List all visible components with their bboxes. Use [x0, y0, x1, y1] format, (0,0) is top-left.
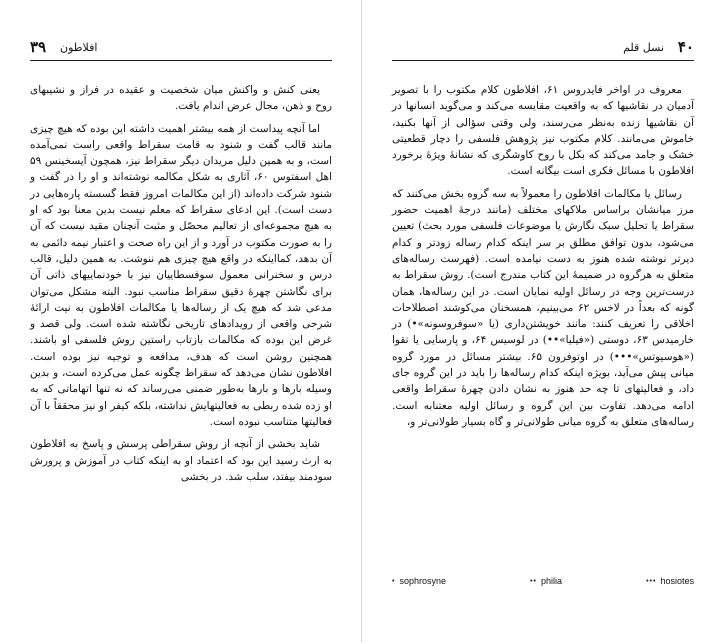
- right-running-head: [392, 38, 694, 61]
- left-body-text: [30, 82, 332, 485]
- left-paragraph: یعنی کنش و واکنش میان شخصیت و عقیده در فراز و نشیبهای روح و ذهن، مجال عرض اندام یافت.: [30, 84, 332, 113]
- footnote-term: sophrosyne: [399, 576, 446, 586]
- footnote-marker: •: [392, 577, 396, 585]
- left-paragraph: شاید بخشی از آنچه از روش سقراطی پرسش و پاسخ به افلاطون به ارث رسید این بود که اعتماد او به اینکه کتاب در آموزش و پرورش سودمند بیفتد، سلب شد. در بخشی: [30, 438, 332, 483]
- footnote-marker: •••: [646, 577, 657, 585]
- footnote-term: hosiotes: [660, 576, 694, 586]
- footnote-marker: ••: [530, 577, 537, 585]
- footnote: [646, 576, 694, 586]
- right-paragraph: معروف در اواخر فایدروس ۶۱، افلاطون کلام مکتوب را با تصویر آدمیان در نقاشیها که به واقعیت مقایسه می‌کند و می‌گوید انسانها در آن نقاشیها زنده به‌نظر می‌رسند، ولی وقتی سؤالی از آنها بکنید، خاموش می‌مانند. کلام مکتوب نیز پژوهش فلسفی را دچار قطعیتی خشک و جامد می‌کند که بکل با روح کاوشگری که نشانهٔ ویژهٔ برخورد افلاطون با مسائل فکری است بیگانه است.: [392, 84, 694, 178]
- left-paragraph: اما آنچه پیداست از همه بیشتر اهمیت داشته این بوده که هیچ چیزی مانند قالب گفت و شنود به قامت سقراط واقعی راست نمی‌آمده است، و به همین دلیل مریدان دیگر سقراط نیز، همچون آیسخینس ۵۹ اهل اسفتوس ۶۰، آثاری به شکل مکالمه نوشته‌اند و او را در گفت و شنود شرکت داده‌اند (از این مکالمات امروز فقط گسسته پاره‌هایی در دست است). این ادعای سقراط که معلم نیست بدین معنا بود که او به هیچ مجموعه‌ای از تعالیم محصّل و مثبت آنچنان مقید نیست که آن را به صورت مکتوب در آورد و از این راه صحت و اعتبار نیمه دائمی به آن بدهد، کمااینکه در واقع هیچ چیزی هم ننوشت. به همین دلیل، قالب درس و سخنرانی معمول سوفسطاییان نیز با خودنماییهای ذاتی آن برای نگاشتن چهرهٔ دقیق سقراط مناسب نبود. البته مشکل می‌توان مدعی شد که هیچ یک از رساله‌ها یا مکالمات افلاطون به نیت ارائهٔ شرحی واقعی از رویدادهای تاریخی نگاشته شده است. ولی قصد و غرض این بوده که مکالمات بازتاب راستین روش فلسفی او باشند. همچنین روشن است که هدف، مدافعه و توجیه نیز بوده است. افلاطون نشان می‌دهد که سقراط چگونه عمل می‌کرده است، و بدین وسیله بارها و بارها به‌طور ضمنی می‌رساند که نه تنها اتهاماتی که به او زده شده ربطی به فعالیتهایش نداشته، بلکه کیفر او نیز محققاً با آن فعالیتها متناسب نبوده است.: [30, 122, 332, 428]
- footnotes: [392, 576, 694, 586]
- footnote: [392, 576, 446, 586]
- left-page-number: ۳۹: [30, 38, 47, 56]
- right-paragraph: رسائل یا مکالمات افلاطون را معمولاً به سه گروه بخش می‌کنند که مرز میانشان براساس ملاکهای مختلف (مانند درجهٔ اهمیت حضور سقراط یا تحلیل سبک نگارش یا موضوعات فلسفی مورد بحث) تعیین می‌شود، بدون توافق مطلق بر سر اینکه کدام رساله زودتر و کدام دیرتر نوشته شده هنوز به دست نیامده است. (فهرست رساله‌های متعلق به هرگروه در ضمیمهٔ این کتاب مندرج است). روش سقراط به درست‌ترین وجه در رسائل اولیه نمایان است. در این رساله‌ها، همان گونه که بعداً در لاخس ۶۲ می‌بینیم، همسخنان می‌کوشند اصطلاحات اخلاقی را تعریف کنند: مانند خویشتن‌داری (یا «سوفروسونه»•) در خارمیدس ۶۳، دوستی («فیلیا»••) در لوسیس ۶۴، و پارسایی یا تقوا («هوسیوتس»•••) در اوتوفرون ۶۵. بیشتر مسائل در مورد گروه میانی پیش می‌آید، بویژه اینکه کدام رساله‌ها را باید در این گروه جای داد، و فعالیتهای تا چه حد هنوز به نشان دادن چهرهٔ سقراط واقعی ادامه می‌دهد. تفاوت بین این گروه و رسائل اولیه معتنابه است. رساله‌های متعلق به گروه میانی طولانی‌تر و گاه بسیار طولانی‌تر و،: [392, 187, 694, 428]
- footnote-term: philia: [540, 576, 562, 586]
- right-running-title: نسل قلم: [623, 41, 664, 54]
- right-body-text: [392, 82, 694, 430]
- left-running-head: [30, 38, 332, 61]
- right-page: [362, 0, 724, 642]
- left-running-title: افلاطون: [60, 41, 98, 54]
- right-page-number: ۴۰: [677, 38, 694, 56]
- footnote: [530, 576, 562, 586]
